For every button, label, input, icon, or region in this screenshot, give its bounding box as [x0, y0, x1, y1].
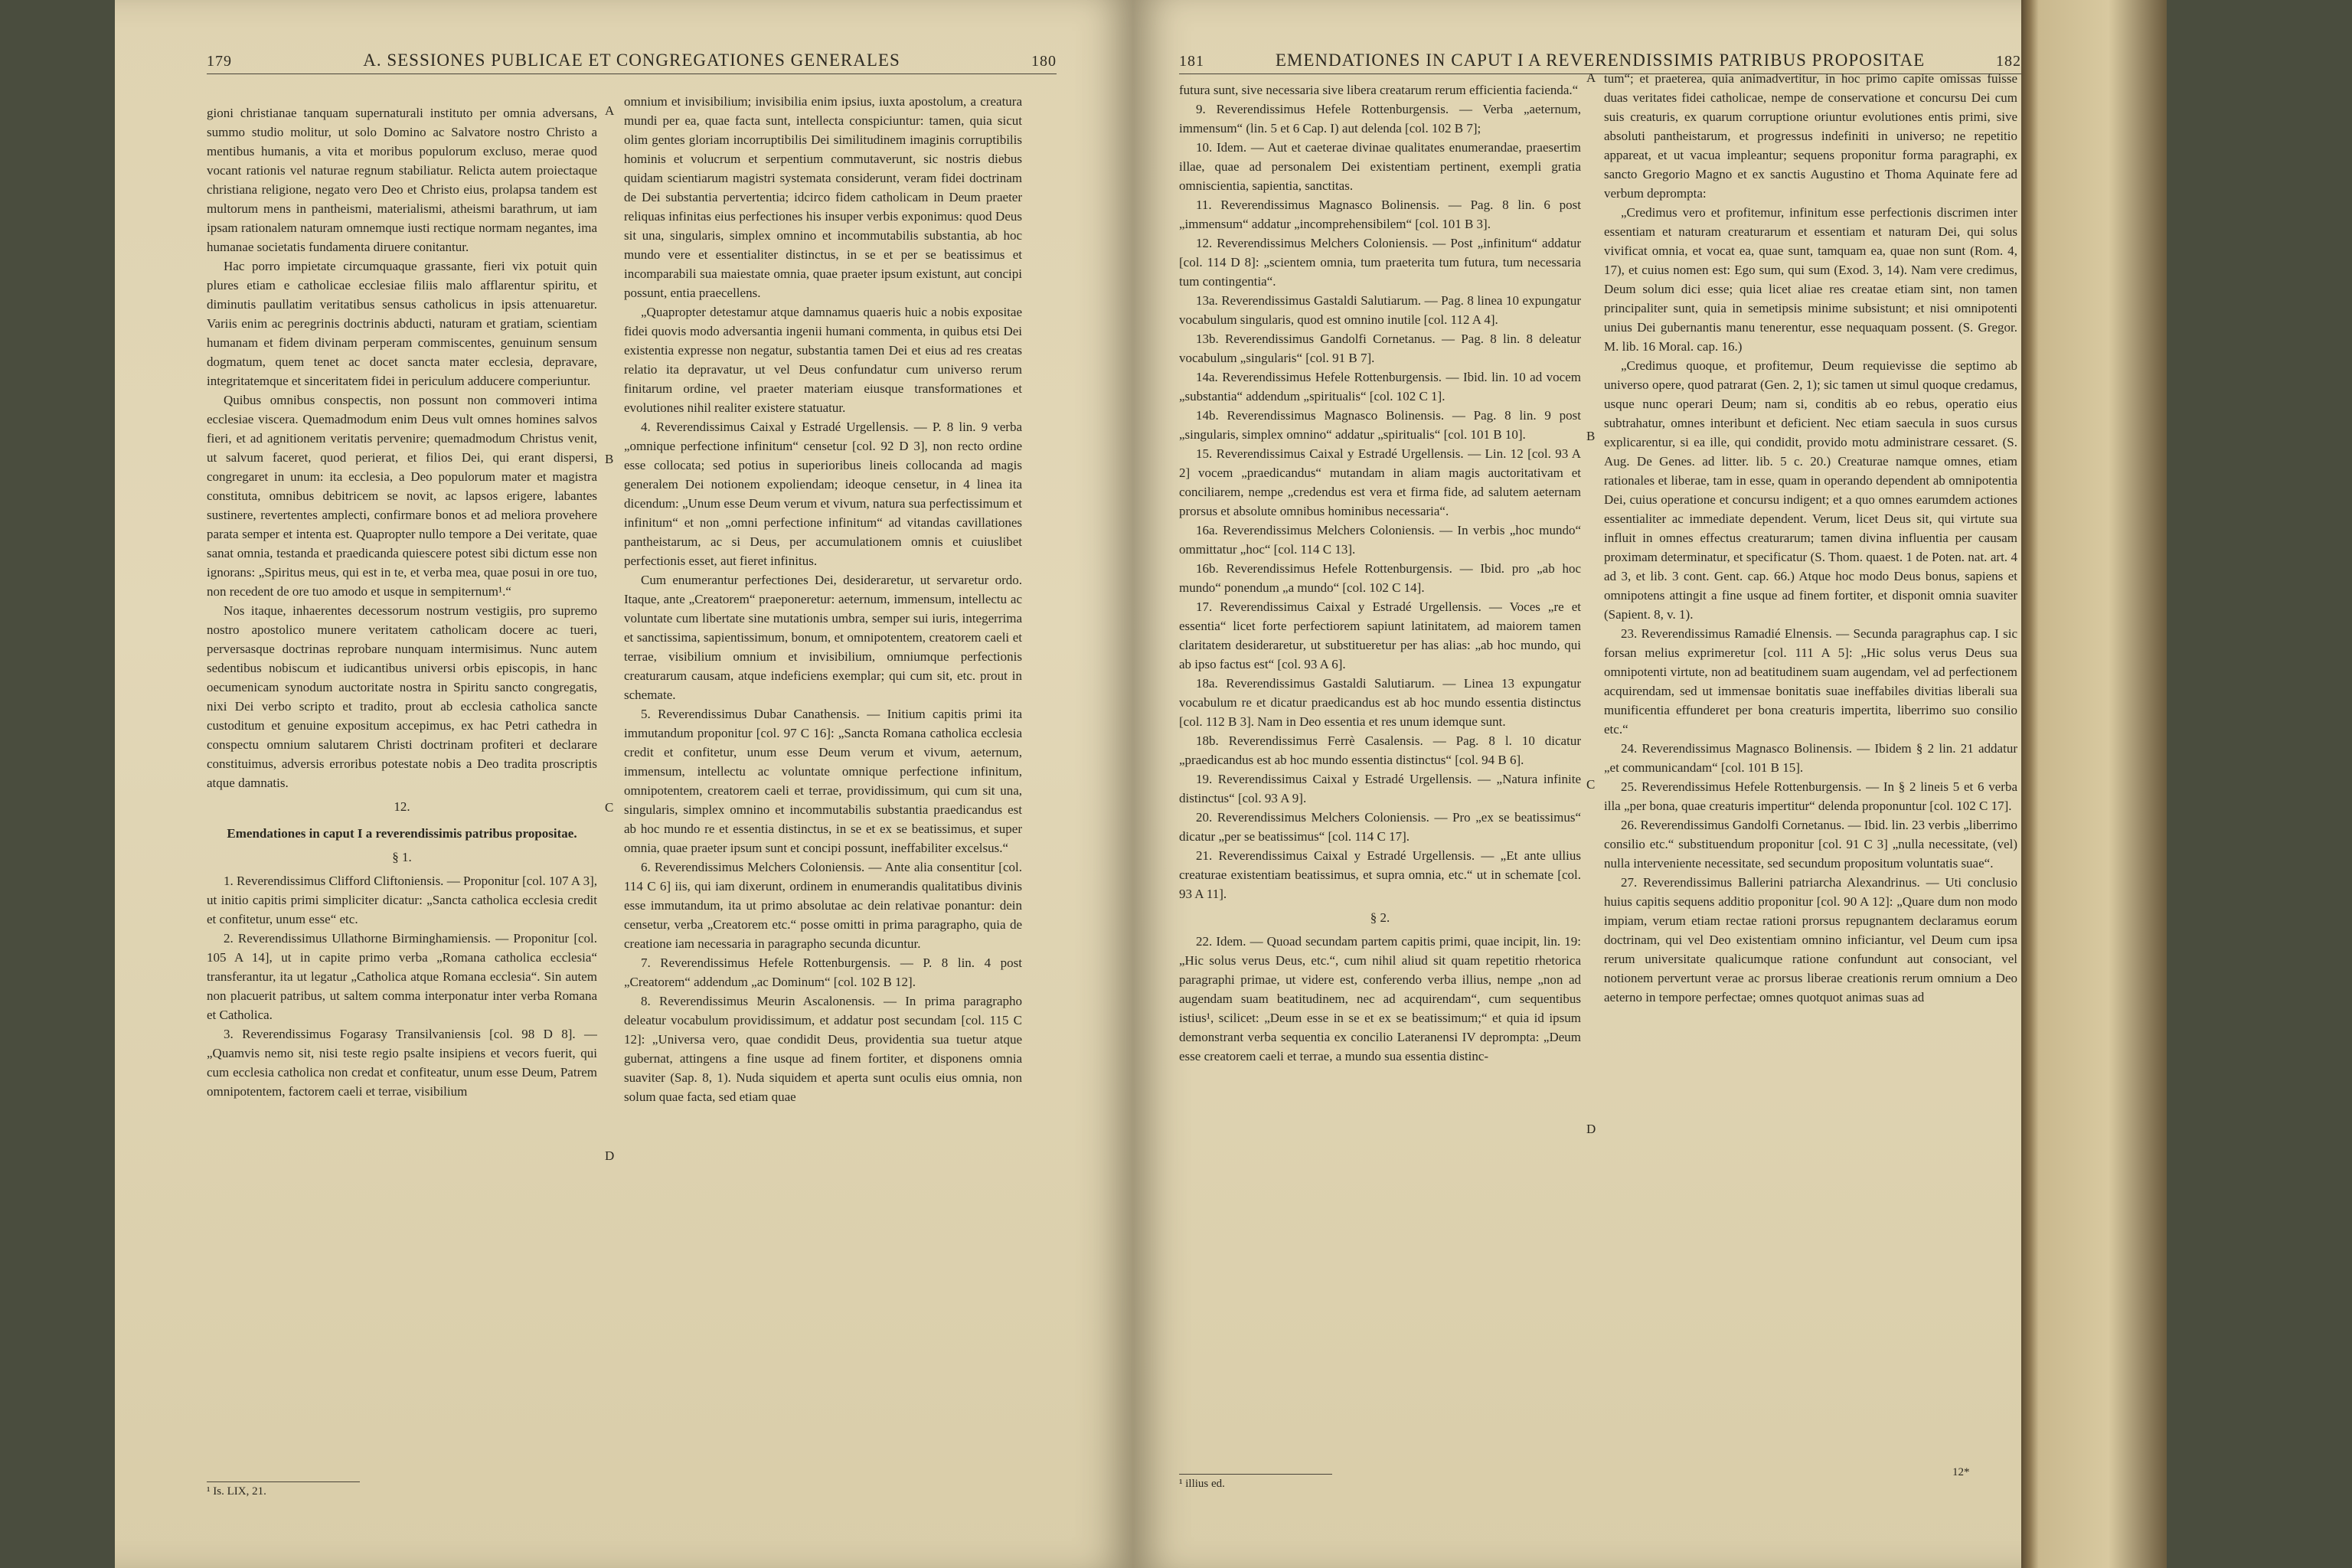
emendation-item: 22. Idem. — Quoad secundam partem capitis primi, quae incipit, lin. 19: „Hic solus verus Deus, etc.“, cum nihil aliud sit quam repetitio rhetorica paragraphi primae, ut videre est, conferendo verba illius, nempe „non ad augendam suam beatitudinem, nec ad acquirendam“, cum sequentibus istius¹, scilicet: „Deum esse in se et ex se beatissimum;“ et quia id ipsum demonstrant verba sequentia ex concilio Lateranensi IV deprompta: „Deum esse creatorem caeli et terrae, a mundo sua essentia distinc-: [1179, 934, 1581, 1063]
left-page-header: [207, 40, 1057, 74]
paragraph: „Credimus vero et profitemur, infinitum esse perfectionis discrimen inter essentiam et naturam creaturarum et essentiam et naturam Dei, qui solus vivificat omnia, et vocat ea, quae sunt, tamquam ea, quae non sunt (Rom. 4, 17), et cuius nomen est: Ego sum, qui sum (Exod. 3, 14). Nam vere credimus, Deum solum dici esse; quia licet aliae res creatae etiam sint, non tamen principaliter sunt, quia in semetipsis minime subsistunt; et nisi omnipotenti unius Dei gubernantis manu tenerentur, esse nequaquam possent. (S. Gregor. M. lib. 16 Moral. cap. 16.): [1604, 205, 2017, 354]
emendation-item: 3. Reverendissimus Fogarasy Transilvaniensis [col. 98 D 8]. — „Quamvis nemo sit, nisi teste regio psalte insipiens et vecors fuerit, qui cum ecclesia catholica non credat et confiteatur, unum esse Deum, Patrem omnipotentem, factorem caeli et terrae, visibilium: [207, 1027, 597, 1099]
paragraph: Cum enumerantur perfectiones Dei, desideraretur, ut servaretur ordo. Itaque, ante „Creatorem“ praeponeretur: aeternum, immensum, intellectu ac voluntate cum libertate sine mutationis umbra, semper sui iuris, integerrima et sanctissima, sapientissimum, bonum, et omnipotentem, creatorem caeli et terrae, visibilium omnium et invisibilium, omniumque perfectionis creaturarum causam, atque indeficiens exemplar; qui cum sit, etc. prout in schemate.: [624, 573, 1022, 702]
emendation-item: 27. Reverendissimus Ballerini patriarcha Alexandrinus. — Uti conclusio huius capitis sequens additio proponitur [col. 90 A 12]: „Quare dum non modo impiam, verum etiam rectae rationi prorsus repugnantem declaramus eorum doctrinam, qui vel Deo existentiam omnino inficiantur, vel Deum cum ipsa rerum universitate qualicumque ratione confundunt aut consociant, vel notionem pervertunt verae ac prorsus liberae creationis rerum omnium a Deo aeterno in tempore perfectae; omnes quotquot animas suas ad: [1604, 875, 2017, 1004]
page-block-edge: [2021, 0, 2167, 1568]
margin-letter-a: A: [1586, 70, 1596, 85]
emendation-item: 17. Reverendissimus Caixal y Estradé Urgellensis. — Voces „re et essentia“ licet forte perfectiorem sapiunt latinitatem, ad maiorem tamen claritatem desideraretur, ut substitueretur per has alias: „ab hoc mundo, qui ab ipso factus est“ [col. 93 A 6].: [1179, 599, 1581, 671]
paragraph-sign: § 1.: [392, 850, 412, 864]
margin-letter-c: C: [1586, 777, 1596, 792]
emendation-item: 15. Reverendissimus Caixal y Estradé Urgellensis. — Lin. 12 [col. 93 A 2] vocem „praedicandus“ mutandam in aliam magis auctoritativam et conciliarem, nempe „credendus est vera et firma fide, ad salutem aeternam prorsus et absolute omnibus hominibus necessaria“.: [1179, 446, 1581, 518]
emendation-item: 23. Reverendissimus Ramadié Elnensis. — Secunda paragraphus cap. I sic forsan melius exprimeretur [col. 111 A 5]: „Hic solus verus Deus sua omnipotenti virtute, non ad beatitudinem suam augendam, vel ad perfectionem acquirendam, sed ut immensae bonitatis suae ineffabiles divitias liberali sua munificentia effunderet per bona creaturis impertita, liberrimo suo consilio etc.“: [1604, 626, 2017, 737]
emendation-item: 18b. Reverendissimus Ferrè Casalensis. — Pag. 8 l. 10 dicatur „praedicandus est ab hoc mundo essentia distinctus“ [col. 94 B 6].: [1179, 733, 1581, 767]
paragraph: Nos itaque, inhaerentes decessorum nostrum vestigiis, pro supremo nostro apostolico munere veritatem catholicam docere ac tueri, perversasque doctrinas reprobare nunquam intermisimus. Nunc autem sedentibus nobiscum et iudicantibus universi orbis episcopis, in hanc oecumenicam synodum auctoritate nostra in Spiritu sancto congregatis, nixi Dei verbo scripto et tradito, prout ab ecclesia catholica sancte custoditum et genuine expositum accepimus, ex hac Petri cathedra in conspectu omnium salutarem Christi doctrinam profiteri et declarare constituimus, adversis erroribus potestate nobis a Deo tradita proscriptis atque damnatis.: [207, 603, 597, 790]
emendation-item: 21. Reverendissimus Caixal y Estradé Urgellensis. — „Et ante ullius creaturae existentiam beatissimus, et supra omnia, etc.“ ut in schemate [col. 93 A 11].: [1179, 848, 1581, 901]
emendation-item: 2. Reverendissimus Ullathorne Birminghamiensis. — Proponitur [col. 105 A 14], ut in capite primo verba „Romana catholica ecclesia“ transferantur, ita ut legatur „Catholica atque Romana ecclesia“. Sin autem non placuerit patribus, ut saltem comma interponatur inter verba Romana et Catholica.: [207, 931, 597, 1022]
emendation-item: 16a. Reverendissimus Melchers Coloniensis. — In verbis „hoc mundo“ ommittatur „hoc“ [col. 114 C 13].: [1179, 523, 1581, 557]
emendation-item: 9. Reverendissimus Hefele Rottenburgensis. — Verba „aeternum, immensum“ (lin. 5 et 6 Cap. I) aut delenda [col. 102 B 7];: [1179, 102, 1581, 136]
paragraph: omnium et invisibilium; invisibilia enim ipsius, iuxta apostolum, a creatura mundi per ea, quae facta sunt, intellecta conspiciuntur: tamen, quia sicut olim gentes gloriam incorruptibilis Dei similitudinem imaginis corruptibilis hominis et volucrum et serpentium commutaverunt, sic nostris diebus quidam scientiarum magistri systemata considerunt, veram fidei doctrinam de Dei substantia pervertentia; idcirco fidem catholicam in Deum praeter reliquas infinitas eius perfectiones his insuper verbis exponimus: quod Deus sit una, singularis, simplex omnino et incommutabilis substantia, ab hoc mundo vere et essentialiter distinctus, in se et per se beatissimus et incomparabili sua maiestate omnia, quae praeter ipsum existunt, aut concipi possunt, entia praecellens.: [624, 94, 1022, 300]
emendation-item: 19. Reverendissimus Caixal y Estradé Urgellensis. — „Natura infinite distinctus“ [col. 93 A 9].: [1179, 772, 1581, 805]
emendation-item: 25. Reverendissimus Hefele Rottenburgensis. — In § 2 lineis 5 et 6 verba illa „per bona, quae creaturis impertitur“ delenda proponuntur [col. 102 C 17].: [1604, 779, 2017, 813]
emendation-item: 18a. Reverendissimus Gastaldi Salutiarum. — Linea 13 expungatur vocabulum re et dicatur praedicandus est ab hoc mundo essentia distinctus [col. 112 B 3]. Nam in Deo essentia et res unum idemque sunt.: [1179, 676, 1581, 729]
margin-letter-a: A: [605, 103, 615, 118]
emendation-item: 14a. Reverendissimus Hefele Rottenburgensis. — Ibid. lin. 10 ad vocem „substantia“ addendum „spiritualis“ [col. 102 C 1].: [1179, 370, 1581, 403]
paragraph: „Quapropter detestamur atque damnamus quaeris huic a nobis expositae fidei quovis modo adversantia ingenii humani commenta, in quibus etsi Dei existentia expresse non negatur, substantia tamen Dei et eius ad res creatas relatio ita depravatur, ut vel Deus confundatur cum universo rerum finitarum ordine, vel praeter materiam eiusque transformationes et evolutiones nihil realiter existere statuatur.: [624, 305, 1022, 415]
emendation-item: 13a. Reverendissimus Gastaldi Salutiarum. — Pag. 8 linea 10 expungatur vocabulum singularis, quod est omnino inutile [col. 112 A 4].: [1179, 293, 1581, 327]
signature-mark: 12*: [1952, 1466, 1970, 1478]
emendation-item: 1. Reverendissimus Clifford Cliftoniensis. — Proponitur [col. 107 A 3], ut initio capitis primi simpliciter dicatur: „Sancta catholica ecclesia credit et confitetur, unum esse“ etc.: [207, 874, 597, 926]
section-number: 12.: [394, 799, 410, 814]
emendation-item: 13b. Reverendissimus Gandolfi Cornetanus. — Pag. 8 lin. 8 deleatur vocabulum „singularis“ [col. 91 B 7].: [1179, 332, 1581, 365]
left-footnote: ¹ Is. LIX, 21.: [207, 1481, 360, 1498]
emendation-item: 4. Reverendissimus Caixal y Estradé Urgellensis. — P. 8 lin. 9 verba „omnique perfectione infinitum“ censetur [col. 92 D 3], non recto ordine esse collocata; sed potius in superioribus lineis collocanda ad magis generalem Dei notionem expoliendam; ideoque censetur, in 4 linea ita dicendum: „Unum esse Deum verum et vivum, natura sua perfectissimum et infinitum“ et non „omni perfectione infinitum“ ad vitandas cavillationes pantheistarum, ac si Deus, per accumulationem omnis et cuiuslibet perfectionis esset, aut fieret infinitus.: [624, 420, 1022, 568]
emendation-item: 26. Reverendissimus Gandolfi Cornetanus. — Ibid. lin. 23 verbis „liberrimo consilio etc.“ substituendum proponitur [col. 91 C 3] „nulla necessitate, (vel) nulla interveniente necessitate, sed secundum propositum voluntatis suae“.: [1604, 818, 2017, 871]
emendation-item: 8. Reverendissimus Meurin Ascalonensis. — In prima paragrapho deleatur vocabulum providissimum, et addatur post secundam [col. 115 C 12]: „Universa vero, quae condidit Deus, providentia sua tuetur atque gubernat, attingens a fine usque ad finem fortiter, et disponens omnia suaviter (Sap. 8, 1). Nuda siquidem et aperta sunt oculis eius omnia, non solum quae facta, sed etiam quae: [624, 994, 1022, 1104]
section-heading: Emendationes in caput I a reverendissimis patribus propositae.: [227, 826, 577, 841]
left-page-number-179: 179: [207, 53, 232, 70]
emendation-item: 11. Reverendissimus Magnasco Bolinensis. — Pag. 8 lin. 6 post „immensum“ addatur „incomprehensibilem“ [col. 101 B 3].: [1179, 198, 1581, 231]
paragraph: „Credimus quoque, et profitemur, Deum requievisse die septimo ab universo opere, quod patrarat (Gen. 2, 1); sic tamen ut simul quoque credamus, usque nunc operari Deum; nam si, conditis ab eo rebus, operatio eius subtrahatur, omnes interibunt et deficient. Nec etiam saecula in suos cursus explicarentur, si ea ille, qui condidit, provido motu administrare cessaret. (S. Aug. De Genes. ad litter. lib. 5 c. 20.) Creaturae namque omnes, etiam rationales et liberae, tam in esse, quam in operando dependent ab omnipotentia Dei, cuius operatione et concursu indigent; et a quo omnes earumdem actiones essentialiter ac immediate dependent. Verum, licet Deus sit, qui virtute sua influit in omnes effectus creaturarum; tamen divina influentia per causam proximam determinatur, et specificatur (S. Thom. quaest. 1 de Poten. nat. art. 4 ad 3, et lib. 3 cont. Gent. cap. 66.) Atque hoc modo Deus bonus, sapiens et omnipotens attingit a fine usque ad finem fortiter, et disponit omnia suaviter (Sapient. 8, v. 1).: [1604, 358, 2017, 622]
paragraph: tum“; et praeterea, quia animadvertitur, in hoc primo capite omissas fuisse duas veritates fidei catholicae, nempe de conservatione et concursu Dei cum suis creaturis, ex quarum corruptione oriuntur evolutiones entis primi, sive absoluti pantheistarum, et progressus indefiniti in universo; ne repetitio appareat, et ut vacua impleantur; sequens proponitur forma paragraphi, ex sancto Gregorio Magno et ex sanctis Augustino et Thoma Aquinate fere ad verbum deprompta:: [1604, 71, 2017, 201]
left-running-title: A. SESSIONES PUBLICAE ET CONGREGATIONES GENERALES: [363, 51, 900, 70]
right-running-title: EMENDATIONES IN CAPUT I A REVERENDISSIMIS PATRIBUS PROPOSITAE: [1275, 51, 1926, 70]
paragraph: gioni christianae tanquam supernaturali instituto per omnia adversans, summo studio molitur, ut solo Domino ac Salvatore nostro Christo a mentibus humanis, a vita et moribus populorum excluso, merae quod vocant rationis vel naturae regnum stabiliatur. Relicta autem proiectaque christiana religione, negato vero Deo et Christo eius, prolapsa tandem est multorum mens in pantheismi, materialismi, atheismi barathrum, ut iam ipsam rationalem naturam omnemque iusti rectique normam negantes, ima humanae societatis fundamenta diruere conitantur.: [207, 106, 597, 254]
right-page: [1133, 0, 2167, 1568]
margin-letter-d: D: [605, 1148, 615, 1163]
paragraph: Quibus omnibus conspectis, non possunt non commoveri intima ecclesiae viscera. Quemadmodum enim Deus vult omnes homines salvos fieri, et ad agnitionem veritatis pervenire; quemadmodum Christus venit, ut salvum faceret, quod perierat, et filios Dei, qui erant dispersi, congregaret in unum: ita ecclesia, a Deo populorum mater et magistra constituta, omnibus debitricem se novit, ac lapsos erigere, labantes sustinere, revertentes amplecti, confirmare bonos et ad meliora provehere parata semper et intenta est. Quapropter nullo tempore a Dei veritate, quae sanat omnia, testanda et praedicanda quiescere potest sibi dictum esse non ignorans: „Spiritus meus, qui est in te, et verba mea, quae posui in ore tuo, non recedent de ore tuo amodo et usque in sempiternum¹.“: [207, 393, 597, 599]
margin-letter-c: C: [605, 800, 614, 815]
margin-letter-b: B: [1586, 429, 1596, 443]
paragraph: Hac porro impietate circumquaque grassante, fieri vix potuit quin plures etiam e catholicae ecclesiae filiis malo afflarentur spiritu, et diminutis paullatim veritatibus sensus catholicus in ipsis attenuaretur. Variis enim ac peregrinis doctrinis abducti, naturam et gratiam, scientiam humanam et fidem divinam perperam commiscentes, genuinum sensum dogmatum, quem tenet ac docet sancta mater ecclesia, depravare, integritatemque et sinceritatem fidei in periculum adducere comperiuntur.: [207, 259, 597, 388]
right-column-a: [1179, 80, 1581, 1489]
emendation-item: 12. Reverendissimus Melchers Coloniensis. — Post „infinitum“ addatur [col. 114 D 8]: „scientem omnia, tum praeterita tum futura, tum necessaria tum contingentia“.: [1179, 236, 1581, 289]
emendation-item: 7. Reverendissimus Hefele Rottenburgensis. — P. 8 lin. 4 post „Creatorem“ addendum „ac Dominum“ [col. 102 B 12].: [624, 956, 1022, 989]
left-page: [115, 0, 1133, 1568]
emendation-item: 16b. Reverendissimus Hefele Rottenburgensis. — Ibid. pro „ab hoc mundo“ ponendum „a mundo“ [col. 102 C 14].: [1179, 561, 1581, 595]
emendation-item: 24. Reverendissimus Magnasco Bolinensis. — Ibidem § 2 lin. 21 addatur „et communicandam“ [col. 101 B 15].: [1604, 741, 2017, 775]
right-page-number-182: 182: [1995, 53, 2021, 70]
paragraph-sign: § 2.: [1370, 910, 1390, 925]
margin-letter-b: B: [605, 452, 614, 466]
margin-letter-d: D: [1586, 1122, 1596, 1136]
emendation-item: 14b. Reverendissimus Magnasco Bolinensis. — Pag. 8 lin. 9 post „singularis, simplex omnino“ addatur „spiritualis“ [col. 101 B 10].: [1179, 408, 1581, 442]
emendation-item: 10. Idem. — Aut et caeterae divinae qualitates enumerandae, praesertim illae, quae ad personalem Dei existentiam pertinent, exempli gratia omniscientia, sapientia, sanctitas.: [1179, 140, 1581, 193]
emendation-item: 6. Reverendissimus Melchers Coloniensis. — Ante alia consentitur [col. 114 C 6] iis, qui iam dixerunt, ordinem in enumerandis qualitatibus divinis esse immutandum, ita ut primo absolutae ac dein relativae ponantur: dein censetur, verba „Creatorem etc.“ posse omitti in prima paragrapho, quia de creatione iam necessaria in paragrapho secunda dicuntur.: [624, 860, 1022, 951]
left-column-a: [207, 103, 597, 1489]
right-column-b: [1604, 69, 2017, 1485]
right-page-number-181: 181: [1179, 53, 1204, 70]
left-column-b: [624, 92, 1022, 1485]
emendation-item: 5. Reverendissimus Dubar Canathensis. — Initium capitis primi ita immutandum proponitur [col. 97 C 16]: „Sancta Romana catholica ecclesia credit et confitetur, unum esse Deum verum et vivum, aeternum, immensum, intellectu ac voluntate omnique perfectione infinitum, omnipotentem, creatorem caeli et terrae, providissimum, qui cum sit una, singularis, simplex omnino et incommutabilis substantia praedicandus est ab hoc mundo re et essentia distinctus, in se et ex se beatissimus, et super omnia, quae praeter ipsum sunt et concipi possunt, ineffabiliter excelsus.“: [624, 707, 1022, 855]
open-book: [115, 0, 2167, 1568]
right-footnote: ¹ illius ed.: [1179, 1474, 1332, 1491]
left-page-number-180: 180: [1031, 53, 1057, 70]
emendation-item: 20. Reverendissimus Melchers Coloniensis. — Pro „ex se beatissimus“ dicatur „per se beatissimus“ [col. 114 C 17].: [1179, 810, 1581, 844]
paragraph: futura sunt, sive necessaria sive libera creatarum rerum efficientia facienda.“: [1179, 83, 1579, 97]
